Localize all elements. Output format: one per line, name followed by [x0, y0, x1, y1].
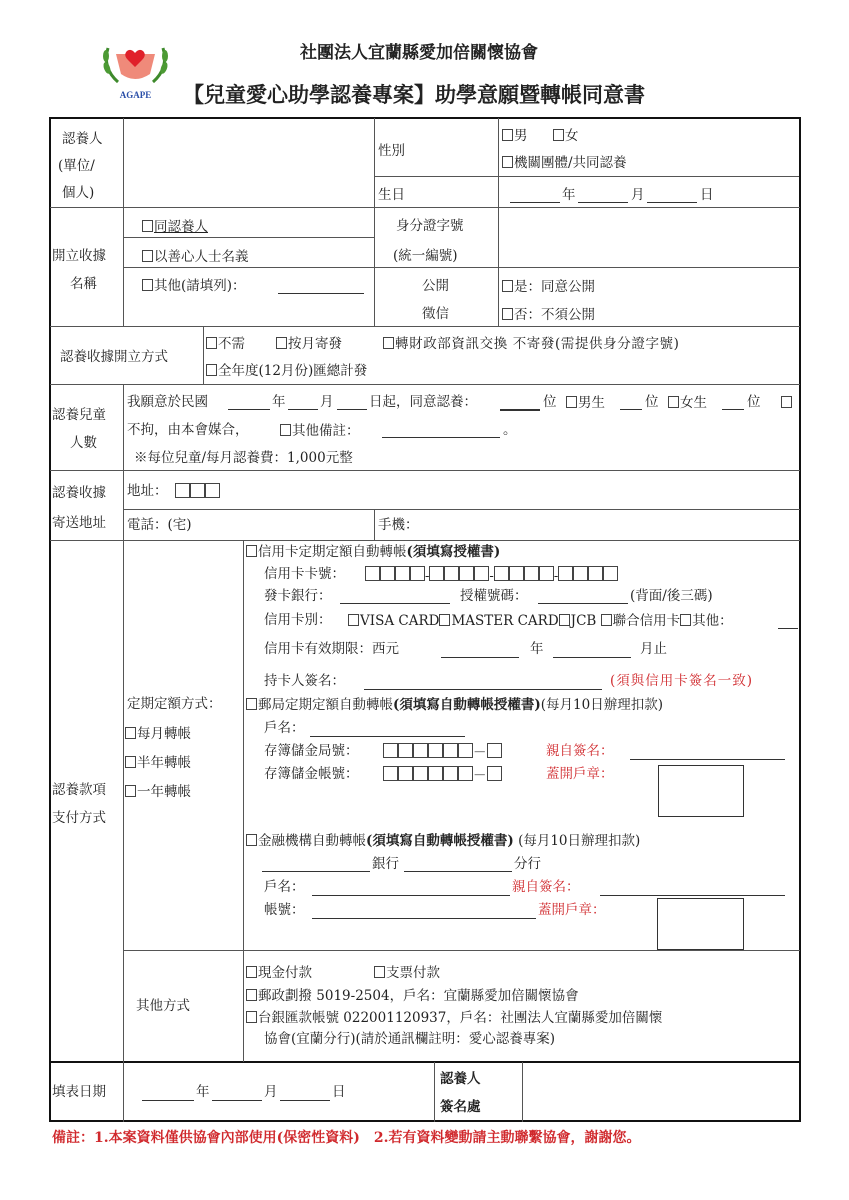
holder-sign-note: (須與信用卡簽名一致) — [610, 673, 754, 689]
gender-male-option[interactable]: 男 — [502, 129, 528, 144]
child-other-checkbox[interactable] — [280, 424, 291, 436]
sponsor-label-3: 個人) — [62, 185, 95, 201]
bank-account-label: 帳號： — [264, 902, 305, 918]
birthday-label: 生日 — [378, 187, 405, 203]
branch-unit: 分行 — [514, 856, 541, 872]
po-account-label: 存簿儲金帳號： — [264, 766, 359, 782]
girl-count-unit: 位 — [747, 394, 761, 410]
same-checkbox[interactable] — [142, 220, 153, 232]
annual-transfer-checkbox[interactable] — [125, 785, 136, 797]
taiwan-bank-note: 協會(宜蘭分行)(請於通訊欄註明：愛心認養專案) — [264, 1031, 556, 1047]
holder-sign-field[interactable] — [364, 689, 602, 690]
post-office-checkbox[interactable] — [246, 698, 257, 710]
agape-logo-icon — [98, 40, 173, 105]
fill-date-label: 填表日期 — [52, 1084, 106, 1100]
union-card-checkbox[interactable] — [601, 614, 612, 626]
no-preference-text: 不拘，由本會媒合， — [127, 422, 249, 438]
periodic-label: 定期定額方式： — [127, 696, 222, 712]
no-preference-checkbox[interactable] — [781, 396, 792, 408]
signature-field[interactable] — [524, 1064, 798, 1120]
receipt-method-annual[interactable]: 全年度(12月份)匯總計發 — [206, 364, 367, 379]
po-stamp-label: 蓋開戶章： — [546, 766, 614, 782]
bank-sign-field[interactable] — [600, 895, 785, 896]
card-type-label: 信用卡別： — [264, 612, 332, 628]
children-label-1: 認養兒童 — [52, 407, 106, 423]
expiry-label: 信用卡有效期限：西元 — [264, 641, 399, 657]
cash-option[interactable]: 現金付款 — [246, 966, 312, 981]
cash-checkbox[interactable] — [246, 966, 257, 978]
taiwan-bank-checkbox[interactable] — [246, 1011, 257, 1023]
bank-unit: 銀行 — [372, 856, 399, 872]
start-day-agree-text: 日起，同意認養： — [369, 394, 477, 410]
receipt-method-mof[interactable]: 轉財政部資訊交換 不寄發(需提供身分證字號) — [383, 337, 680, 352]
receipt-same-option[interactable]: 同認養人 — [142, 220, 208, 235]
issuing-bank-label: 發卡銀行： — [264, 588, 332, 604]
girl-count-field[interactable] — [722, 409, 744, 410]
girl-option[interactable]: 女生 — [668, 396, 707, 411]
credit-card-option[interactable]: 信用卡定期定額自動轉帳(須填寫授權書) — [246, 545, 500, 560]
sponsor-label-2: (單位/ — [58, 158, 95, 174]
bank-stamp-label: 蓋開戶章： — [538, 902, 606, 918]
card-number-label: 信用卡卡號： — [264, 566, 345, 582]
other-card-field[interactable] — [778, 628, 798, 629]
check-option[interactable]: 支票付款 — [374, 966, 440, 981]
sponsor-name-input[interactable] — [125, 120, 373, 206]
girl-checkbox[interactable] — [668, 396, 679, 408]
branch-name-field[interactable] — [404, 871, 512, 872]
taiwan-bank-option[interactable]: 台銀匯款帳號 022001120937，戶名：社團法人宜蘭縣愛加倍關懷 — [246, 1011, 662, 1026]
auth-code-note: (背面/後三碼) — [630, 588, 713, 604]
fill-month-unit: 月 — [264, 1084, 278, 1100]
publicity-label-1: 公開 — [422, 278, 449, 294]
payment-label-2: 支付方式 — [52, 810, 106, 826]
sponsor-label-1: 認養人 — [62, 131, 103, 147]
po-name-field[interactable] — [310, 736, 465, 737]
fill-day-unit: 日 — [332, 1084, 346, 1100]
po-office-boxes[interactable]: － — [383, 743, 502, 761]
po-sign-field[interactable] — [630, 759, 785, 760]
phone-label: 電話：(宅) — [127, 517, 192, 533]
halfyear-transfer-checkbox[interactable] — [125, 756, 136, 768]
form-title: 【兒童愛心助學認養專案】助學意願暨轉帳同意書 — [183, 82, 645, 107]
boy-checkbox[interactable] — [566, 396, 577, 408]
child-other-field[interactable] — [382, 437, 500, 438]
agape-logo — [98, 40, 173, 105]
expiry-year-unit: 年 — [530, 641, 544, 657]
card-number-boxes[interactable]: - - - — [365, 566, 618, 584]
bank-stamp-box[interactable] — [657, 898, 744, 950]
male-checkbox[interactable] — [502, 129, 513, 141]
method-mof-checkbox[interactable] — [383, 337, 394, 349]
fill-day-field[interactable] — [280, 1100, 330, 1101]
receipt-other-option[interactable]: 其他(請填列)： — [142, 279, 246, 294]
bank-sign-label: 親自簽名： — [512, 879, 580, 895]
address-input[interactable] — [230, 473, 798, 508]
boy-option[interactable]: 男生 — [566, 396, 605, 411]
receipt-other-field[interactable] — [278, 293, 364, 294]
child-other-option[interactable]: 其他備註： — [280, 424, 360, 439]
children-label-2: 人數 — [70, 435, 97, 451]
method-monthly-checkbox[interactable] — [276, 337, 287, 349]
bank-account-field[interactable] — [312, 918, 536, 919]
gender-group-option[interactable]: 機關團體/共同認養 — [502, 156, 627, 171]
bank-holder-field[interactable] — [312, 895, 510, 896]
signature-label-2: 簽名處 — [440, 1099, 481, 1115]
fill-year-unit: 年 — [196, 1084, 210, 1100]
gender-label: 性別 — [378, 143, 405, 159]
annual-transfer-option[interactable]: 一年轉帳 — [125, 785, 191, 800]
signature-label-1: 認養人 — [440, 1071, 481, 1087]
start-year-field[interactable] — [228, 409, 270, 410]
children-start-text: 我願意於民國 — [127, 394, 208, 410]
female-checkbox[interactable] — [553, 129, 564, 141]
birth-month-unit: 月 — [631, 187, 645, 203]
check-checkbox[interactable] — [374, 966, 385, 978]
receipt-method-label: 認養收據開立方式 — [60, 349, 168, 365]
postal-code-boxes[interactable] — [175, 483, 220, 501]
boy-count-field[interactable] — [620, 409, 642, 410]
receipt-name-label-2: 名稱 — [70, 276, 97, 292]
address-label: 地址： — [127, 483, 168, 499]
po-sign-label: 親自簽名： — [546, 743, 614, 759]
child-count-unit: 位 — [543, 394, 557, 410]
publicity-label-2: 徵信 — [422, 306, 449, 322]
publicity-no-checkbox[interactable] — [502, 308, 513, 320]
id-number-input[interactable] — [500, 209, 798, 266]
birth-year-field[interactable] — [510, 202, 560, 203]
start-month-unit: 月 — [320, 394, 334, 410]
expiry-month-unit: 月止 — [640, 641, 667, 657]
receipt-anonymous-option[interactable]: 以善心人士名義 — [142, 250, 249, 265]
other-checkbox[interactable] — [142, 279, 153, 291]
other-card-checkbox[interactable] — [680, 614, 691, 626]
group-checkbox[interactable] — [502, 156, 513, 168]
mailing-label-2: 寄送地址 — [52, 515, 106, 531]
post-office-option[interactable]: 郵局定期定額自動轉帳(須填寫自動轉帳授權書)(每月10日辦理扣款) — [246, 698, 663, 713]
start-year-unit: 年 — [272, 394, 286, 410]
publicity-yes-option[interactable]: 是：同意公開 — [502, 280, 595, 295]
master-checkbox[interactable] — [439, 614, 450, 626]
start-day-field[interactable] — [337, 409, 367, 410]
po-office-label: 存簿儲金局號： — [264, 743, 359, 759]
mailing-label-1: 認養收據 — [52, 485, 106, 501]
fee-note: ※每位兒童/每月認養費：1,000元整 — [134, 450, 353, 466]
monthly-transfer-checkbox[interactable] — [125, 727, 136, 739]
holder-sign-label: 持卡人簽名： — [264, 673, 345, 689]
birth-day-unit: 日 — [700, 187, 714, 203]
id-label-2: (統一編號) — [393, 248, 458, 264]
bank-checkbox[interactable] — [246, 834, 257, 846]
expiry-year-field[interactable] — [441, 657, 519, 658]
expiry-month-field[interactable] — [553, 657, 631, 658]
issuing-bank-field[interactable] — [340, 603, 450, 604]
po-stamp-box[interactable] — [658, 765, 744, 817]
remark-note: 備註：1.本案資料僅供協會內部使用(保密性資料) 2.若有資料變動請主動聯繫協會，謝謝您。 — [52, 1130, 641, 1146]
publicity-yes-checkbox[interactable] — [502, 280, 513, 292]
jcb-checkbox[interactable] — [559, 614, 570, 626]
postal-transfer-option[interactable]: 郵政劃撥 5019-2504，戶名：宜蘭縣愛加倍關懷協會 — [246, 989, 579, 1004]
po-account-boxes[interactable]: － — [383, 766, 502, 784]
fill-year-field[interactable] — [142, 1100, 194, 1101]
receipt-name-label-1: 開立收據 — [52, 248, 106, 264]
svg-text:AGAPE: AGAPE — [119, 90, 152, 100]
po-name-label: 戶名： — [264, 720, 305, 736]
anonymous-checkbox[interactable] — [142, 250, 153, 262]
child-count-field[interactable] — [500, 409, 540, 411]
fill-month-field[interactable] — [212, 1100, 262, 1101]
receipt-method-none[interactable]: 不需 — [206, 337, 245, 352]
monthly-transfer-option[interactable]: 每月轉帳 — [125, 727, 191, 742]
id-label-1: 身分證字號 — [396, 218, 464, 234]
start-month-field[interactable] — [288, 409, 318, 410]
credit-card-checkbox[interactable] — [246, 545, 257, 557]
halfyear-transfer-option[interactable]: 半年轉帳 — [125, 756, 191, 771]
mobile-label: 手機： — [378, 517, 419, 533]
publicity-no-option[interactable]: 否：不須公開 — [502, 308, 595, 323]
boy-count-unit: 位 — [645, 394, 659, 410]
gender-female-option[interactable]: 女 — [553, 129, 579, 144]
bank-name-field[interactable] — [262, 871, 370, 872]
receipt-method-monthly[interactable]: 按月寄發 — [276, 337, 342, 352]
visa-checkbox[interactable] — [348, 614, 359, 626]
postal-transfer-checkbox[interactable] — [246, 989, 257, 1001]
other-method-label: 其他方式 — [136, 998, 190, 1014]
birth-month-field[interactable] — [578, 202, 628, 203]
payment-label-1: 認養款項 — [52, 782, 106, 798]
auth-code-field[interactable] — [538, 603, 628, 604]
bank-option[interactable]: 金融機構自動轉帳(須填寫自動轉帳授權書) (每月10日辦理扣款) — [246, 834, 640, 849]
organization-name: 社團法人宜蘭縣愛加倍關懷協會 — [300, 43, 538, 63]
method-none-checkbox[interactable] — [206, 337, 217, 349]
method-annual-checkbox[interactable] — [206, 364, 217, 376]
auth-code-label: 授權號碼： — [460, 588, 528, 604]
birth-year-unit: 年 — [562, 187, 576, 203]
birth-day-field[interactable] — [647, 202, 697, 203]
card-type-options: VISA CARD MASTER CARD JCB 聯合信用卡 其他： — [348, 614, 733, 629]
bank-name-label: 戶名： — [264, 879, 305, 895]
child-other-end: 。 — [503, 422, 517, 438]
